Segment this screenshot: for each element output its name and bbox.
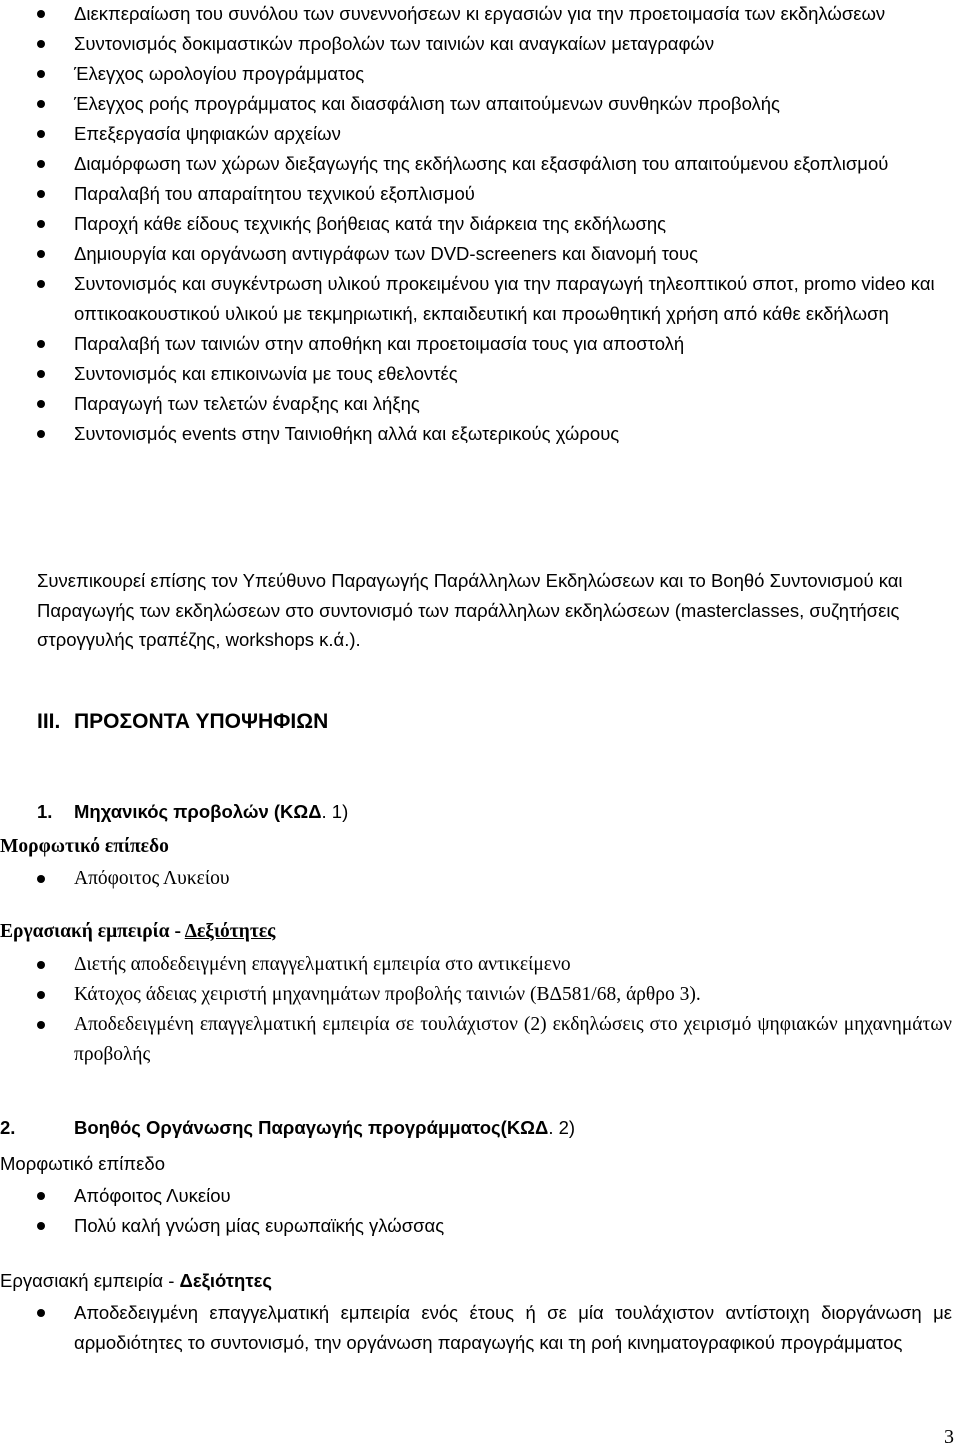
position-1-education-list: [0, 864, 960, 894]
bullet-icon: [37, 1021, 45, 1029]
page-number: 3: [944, 1426, 954, 1448]
bullet-icon: [37, 370, 45, 378]
list-item: Επεξεργασία ψηφιακών αρχείων: [0, 119, 960, 149]
bullet-icon: [37, 1309, 45, 1317]
list-item: Παραλαβή του απαραίτητου τεχνικού εξοπλισμού: [0, 179, 960, 209]
assist-paragraph: Συνεπικουρεί επίσης τον Υπεύθυνο Παραγωγής Παράλληλων Εκδηλώσεων και το Βοηθό Συντονισμού και Παραγωγής των εκδηλώσεων στο συντονισμό των παράλληλων εκδηλώσεων (masterclasses, συζητήσεις στρογγυλής τραπέζης, workshops κ.ά.).: [37, 570, 903, 650]
section-title: ΠΡΟΣΟΝΤΑ ΥΠΟΨΗΦΙΩΝ: [74, 710, 329, 733]
position-2-title: 2. Βοηθός Οργάνωσης Παραγωγής προγράμματος(ΚΩΔ. 2): [0, 1117, 576, 1138]
position-2-experience-label: Εργασιακή εμπειρία - Δεξιότητες: [0, 1270, 272, 1291]
bullet-icon: [37, 10, 45, 18]
bullet-icon: [37, 160, 45, 168]
position-2-education-list: [0, 1181, 960, 1241]
duties-list: [0, 0, 960, 449]
bullet-icon: [37, 1192, 45, 1200]
bullet-icon: [37, 1222, 45, 1230]
list-item: Παροχή κάθε είδους τεχνικής βοήθειας κατά την διάρκεια της εκδήλωσης: [0, 209, 960, 239]
position-1-education-label: Μορφωτικό επίπεδο: [0, 836, 169, 857]
list-item: Παραγωγή των τελετών έναρξης και λήξης: [0, 389, 960, 419]
bullet-icon: [37, 280, 45, 288]
bullet-icon: [37, 100, 45, 108]
list-item: Έλεγχος ροής προγράμματος και διασφάλιση των απαιτούμενων συνθηκών προβολής: [0, 89, 960, 119]
list-item: Διαμόρφωση των χώρων διεξαγωγής της εκδήλωσης και εξασφάλιση του απαιτούμενου εξοπλισμού: [0, 149, 960, 179]
list-item: Συντονισμός δοκιμαστικών προβολών των ταινιών και αναγκαίων μεταγραφών: [0, 29, 960, 59]
list-item: Απόφοιτος Λυκείου: [0, 1181, 960, 1211]
section-number: III.: [37, 710, 61, 733]
bullet-icon: [37, 220, 45, 228]
bullet-icon: [37, 40, 45, 48]
position-1-experience-list: [0, 950, 960, 1070]
bullet-icon: [37, 70, 45, 78]
list-item: Συντονισμός και συγκέντρωση υλικού προκειμένου για την παραγωγή τηλεοπτικού σποτ, promo video και οπτικοακουστικού υλικού με τεκμηριωτική, εκπαιδευτική και προωθητική χρήση από κάθε εκδήλωση: [0, 269, 960, 329]
bullet-icon: [37, 190, 45, 198]
position-1-experience-label: Εργασιακή εμπειρία - Δεξιότητες: [0, 921, 276, 942]
bullet-icon: [37, 991, 45, 999]
bullet-icon: [37, 875, 45, 883]
list-item: Αποδεδειγμένη επαγγελματική εμπειρία σε τουλάχιστον (2) εκδηλώσεις στο χειρισμό ψηφιακών μηχανημάτων προβολής: [0, 1010, 960, 1070]
list-item: Συντονισμός και επικοινωνία με τους εθελοντές: [0, 359, 960, 389]
bullet-icon: [37, 961, 45, 969]
bullet-icon: [37, 340, 45, 348]
section-heading: [37, 710, 328, 734]
bullet-icon: [37, 130, 45, 138]
list-item: Παραλαβή των ταινιών στην αποθήκη και προετοιμασία τους για αποστολή: [0, 329, 960, 359]
list-item: Συντονισμός events στην Ταινιοθήκη αλλά και εξωτερικούς χώρους: [0, 419, 960, 449]
list-item: Κάτοχος άδειας χειριστή μηχανημάτων προβολής ταινιών (ΒΔ581/68, άρθρο 3).: [0, 980, 960, 1010]
list-item: Διετής αποδεδειγμένη επαγγελματική εμπειρία στο αντικείμενο: [0, 950, 960, 980]
list-item: Διεκπεραίωση του συνόλου των συνεννοήσεων κι εργασιών για την προετοιμασία των εκδηλώσεων: [0, 0, 960, 29]
position-1-title: 1. Μηχανικός προβολών (ΚΩΔ. 1): [37, 801, 349, 822]
list-item: Αποδεδειγμένη επαγγελματική εμπειρία ενός έτους ή σε μία τουλάχιστον αντίστοιχη διοργάνωση με αρμοδιότητες το συντονισμό, την οργάνωση παραγωγής και τη ροή κινηματογραφικού προγράμματος: [0, 1298, 960, 1358]
list-item: Έλεγχος ωρολογίου προγράμματος: [0, 59, 960, 89]
position-2-experience-list: [0, 1298, 960, 1358]
bullet-icon: [37, 400, 45, 408]
position-2-education-label: Μορφωτικό επίπεδο: [0, 1153, 165, 1174]
list-item: Πολύ καλή γνώση μίας ευρωπαϊκής γλώσσας: [0, 1211, 960, 1241]
bullet-icon: [37, 430, 45, 438]
list-item: Απόφοιτος Λυκείου: [0, 864, 960, 894]
bullet-icon: [37, 250, 45, 258]
list-item: Δημιουργία και οργάνωση αντιγράφων των DVD-screeners και διανομή τους: [0, 239, 960, 269]
